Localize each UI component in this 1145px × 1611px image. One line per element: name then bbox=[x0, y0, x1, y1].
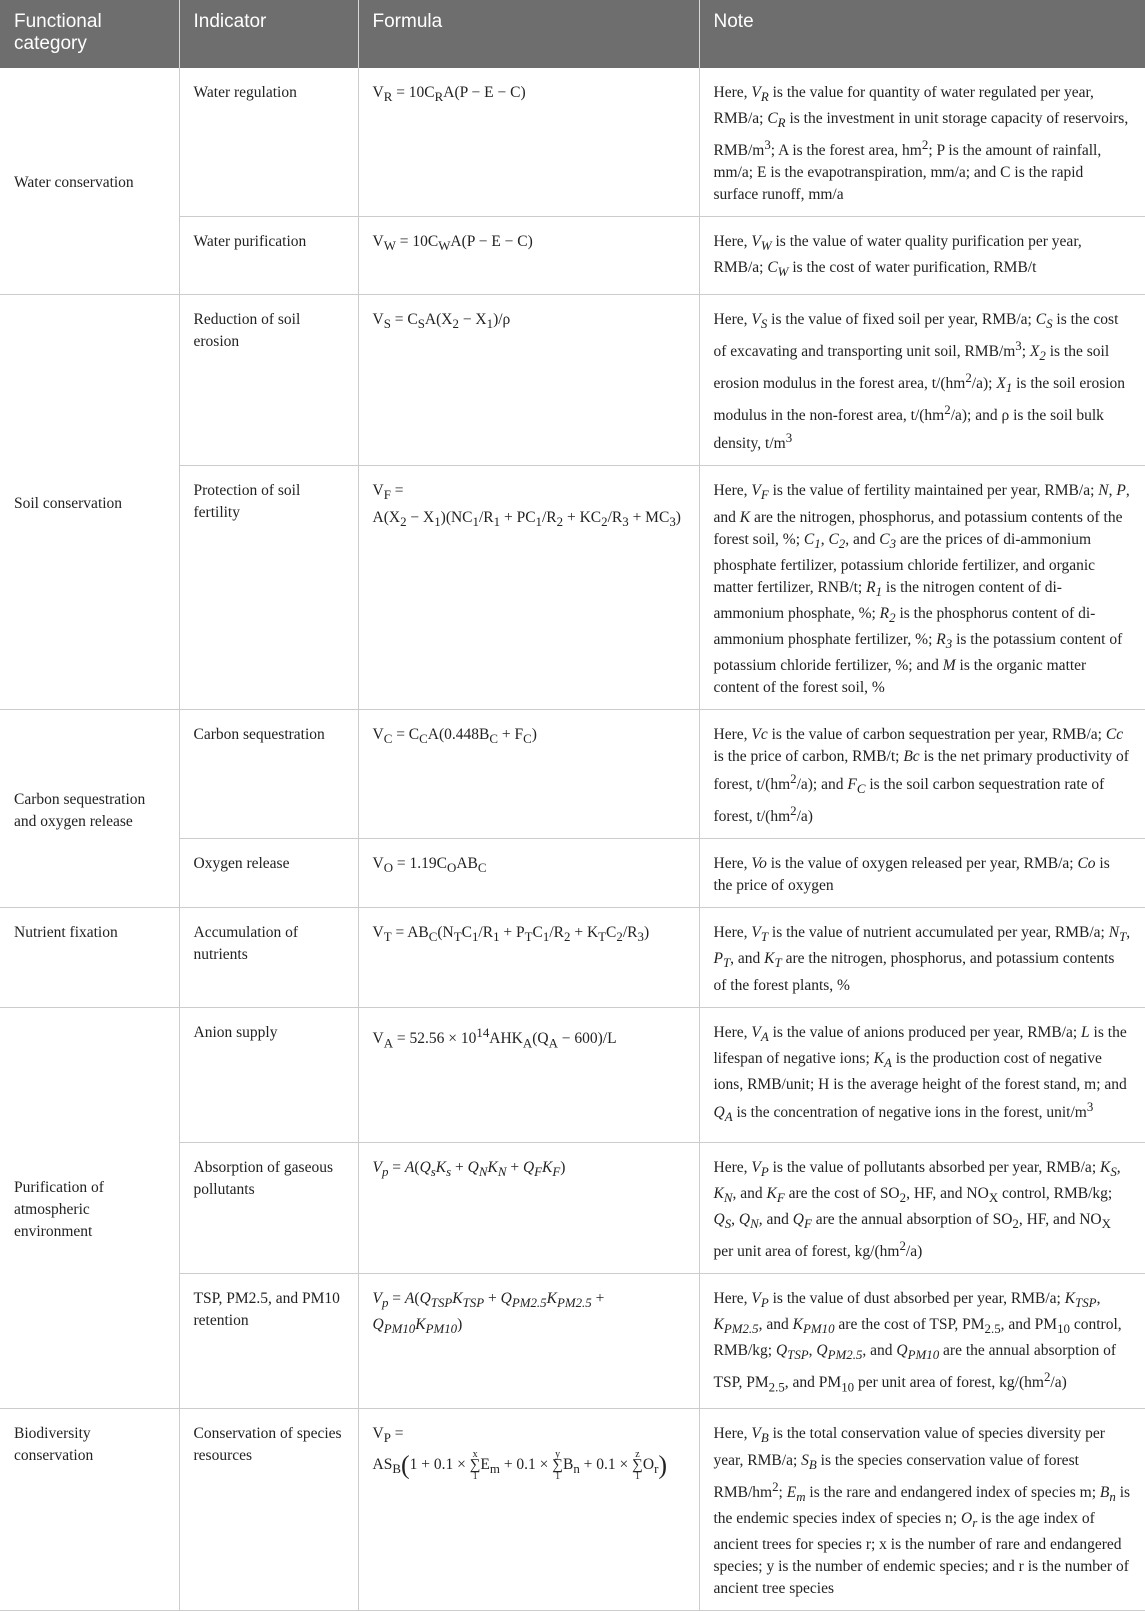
formula-cell: $V_W = 10C_WA(P - E - C)$ bbox=[358, 217, 699, 294]
table-row bbox=[0, 709, 1145, 838]
indicator-cell: Absorption of gaseous pollutants bbox=[179, 1142, 358, 1273]
category-cell: Soil conservation bbox=[0, 294, 179, 709]
formula-cell: $V_R = 10C_RA(P - E - C)$ bbox=[358, 68, 699, 217]
formula-cell: $V_S = C_SA(X_2 - X_1)/\rho$ bbox=[358, 294, 699, 466]
formula-cell: $V_A = 52.56 \times 10^{14}AHK_A(Q_A - 600)/L$ bbox=[358, 1007, 699, 1142]
note-cell: Here, $V_F$ is the value of fertility maintained per year, RMB/a; N, P, and K are the nitrogen, phosphorus, and potassium contents of the forest soil, %; $C_1$, $C_2$, and $C_3$ are the prices of di-ammonium phosphate fertilizer, potassium chloride fertilizer, and organic matter fertilizer, RNB/t; $R_1$ is the nitrogen content of di-ammonium phosphate, %; $R_2$ is the phosphorus content of di-ammonium phosphate fertilizer, %; $R_3$ is the potassium content of potassium chloride fertilizer, %; and M is the organic matter content of the forest soil, % bbox=[699, 466, 1145, 709]
table-row bbox=[0, 68, 1145, 217]
indicator-cell: Oxygen release bbox=[179, 839, 358, 908]
indicator-cell: Conservation of species resources bbox=[179, 1409, 358, 1611]
category-cell: Purification of atmospheric environment bbox=[0, 1007, 179, 1409]
indicator-cell: Reduction of soil erosion bbox=[179, 294, 358, 466]
header-note: Note bbox=[699, 0, 1145, 68]
category-cell: Water conservation bbox=[0, 68, 179, 294]
indicator-cell: Water regulation bbox=[179, 68, 358, 217]
table-row bbox=[0, 908, 1145, 1007]
header-functional-category: Functional category bbox=[0, 0, 179, 68]
note-cell: Here, $V_R$ is the value for quantity of water regulated per year, RMB/a; $C_R$ is the investment in unit storage capacity of reservoirs, RMB/$m^3$; A is the forest area, $hm^2$; P is the amount of rainfall, mm/a; E is the evapotranspiration, mm/a; and C is the rapid surface runoff, mm/a bbox=[699, 68, 1145, 217]
indicator-cell: Carbon sequestration bbox=[179, 709, 358, 838]
formula-cell: $V_p = A(Q_{TSP}K_{TSP} + Q_{PM2.5}K_{PM2.5} + Q_{PM10}K_{PM10})$ bbox=[358, 1273, 699, 1409]
table-row bbox=[0, 1007, 1145, 1142]
note-cell: Here, Vc is the value of carbon sequestration per year, RMB/a; Cc is the price of carbon, RMB/t; Bc is the net primary productivity of forest, $t/(hm^2/a)$; and $F_C$ is the soil carbon sequestration rate of forest, $t/(hm^2/a)$ bbox=[699, 709, 1145, 838]
formula-cell: $V_F$ = $A(X_2 - X_1)(NC_1/R_1 + PC_1/R_2 + KC_2/R_3 + MC_3)$ bbox=[358, 466, 699, 709]
indicator-cell: Protection of soil fertility bbox=[179, 466, 358, 709]
formula-cell: $V_C = C_CA(0.448B_C + F_C)$ bbox=[358, 709, 699, 838]
formula-cell: $V_p = A(Q_sK_s + Q_NK_N + Q_FK_F)$ bbox=[358, 1142, 699, 1273]
category-cell: Carbon sequestration and oxygen release bbox=[0, 709, 179, 907]
header-indicator: Indicator bbox=[179, 0, 358, 68]
note-cell: Here, $V_T$ is the value of nutrient accumulated per year, RMB/a; $N_T$, $P_T$, and $K_T$ are the nitrogen, phosphorus, and potassium contents of the forest plants, % bbox=[699, 908, 1145, 1007]
indicator-cell: Anion supply bbox=[179, 1007, 358, 1142]
indicator-cell: Accumulation of nutrients bbox=[179, 908, 358, 1007]
header-formula: Formula bbox=[358, 0, 699, 68]
note-cell: Here, $V_W$ is the value of water quality purification per year, RMB/a; $C_W$ is the cost of water purification, RMB/t bbox=[699, 217, 1145, 294]
indicator-cell: TSP, PM2.5, and PM10 retention bbox=[179, 1273, 358, 1409]
formula-cell: $V_P$ = $AS_B(1 + 0.1 \times x$ ∑ $1E_m + 0.1 \times y$ ∑ $1B_n + 0.1 \times z$ ∑ $1O_r$) bbox=[358, 1409, 699, 1611]
note-cell: Here, Vo is the value of oxygen released per year, RMB/a; Co is the price of oxygen bbox=[699, 839, 1145, 908]
indicator-cell: Water purification bbox=[179, 217, 358, 294]
table-row bbox=[0, 1409, 1145, 1611]
note-cell: Here, $V_P$ is the value of pollutants absorbed per year, RMB/a; $K_S$, $K_N$, and $K_F$ are the cost of $SO_2$, HF, and $NO_X$ control, RMB/kg; $Q_S$, $Q_N$, and $Q_F$ are the annual absorption of $SO_2$, HF, and $NO_X$ per unit area of forest, $kg/(hm^2/a)$ bbox=[699, 1142, 1145, 1273]
note-cell: Here, $V_B$ is the total conservation value of species diversity per year, RMB/a; $S_B$ is the species conservation value of forest RMB/$hm^2$; $E_m$ is the rare and endangered index of species m; $B_n$ is the endemic species index of species n; $O_r$ is the age index of ancient trees for species r; x is the number of rare and endangered species; y is the number of endemic species; and r is the number of ancient tree species bbox=[699, 1409, 1145, 1611]
formula-cell: $V_T = AB_C(N_TC_1/R_1 + P_TC_1/R_2 + K_TC_2/R_3)$ bbox=[358, 908, 699, 1007]
category-cell: Biodiversity conservation bbox=[0, 1409, 179, 1611]
table-row bbox=[0, 294, 1145, 466]
formula-cell: $V_O = 1.19C_OAB_C$ bbox=[358, 839, 699, 908]
note-cell: Here, $V_A$ is the value of anions produced per year, RMB/a; L is the lifespan of negative ions; $K_A$ is the production cost of negative ions, RMB/unit; H is the average height of the forest stand, m; and $Q_A$ is the concentration of negative ions in the forest, unit/$m^3$ bbox=[699, 1007, 1145, 1142]
header-row bbox=[0, 0, 1145, 68]
note-cell: Here, $V_S$ is the value of fixed soil per year, RMB/a; $C_S$ is the cost of excavating and transporting unit soil, RMB/$m^3$; $X_2$ is the soil erosion modulus in the forest area, $t/(hm^2/a)$; $X_1$ is the soil erosion modulus in the non-forest area, $t/(hm^2/a)$; and ρ is the soil bulk density, $t/m^3$ bbox=[699, 294, 1145, 466]
category-cell: Nutrient fixation bbox=[0, 908, 179, 1007]
note-cell: Here, $V_P$ is the value of dust absorbed per year, RMB/a; $K_{TSP}$, $K_{PM2.5}$, and $K_{PM10}$ are the cost of TSP, $PM_{2.5}$, and $PM_{10}$ control, RMB/kg; $Q_{TSP}$, $Q_{PM2.5}$, and $Q_{PM10}$ are the annual absorption of TSP, $PM_{2.5}$, and $PM_{10}$ per unit area of forest, $kg/(hm^2/a)$ bbox=[699, 1273, 1145, 1409]
